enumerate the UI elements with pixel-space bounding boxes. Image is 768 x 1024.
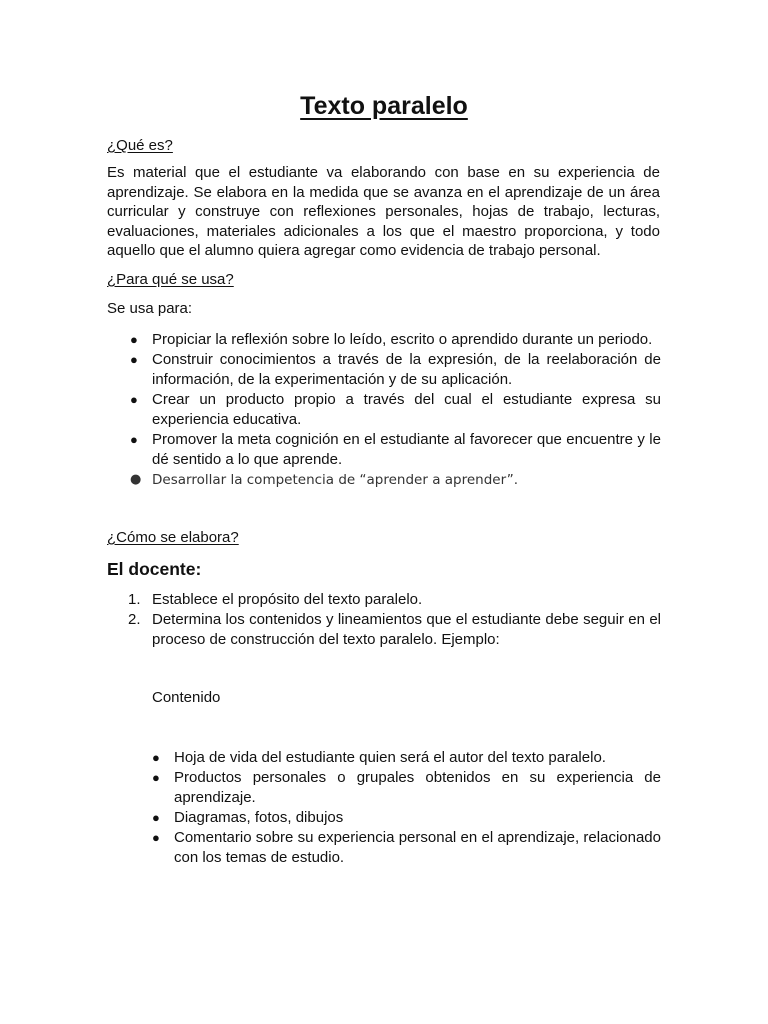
uses-intro: Se usa para: bbox=[107, 300, 193, 317]
list-item bbox=[128, 610, 661, 650]
uses-list bbox=[130, 330, 661, 490]
bullet-icon: ● bbox=[130, 472, 142, 487]
step-number: 2. bbox=[128, 611, 141, 628]
bullet-icon: ● bbox=[152, 770, 160, 785]
bullet-icon: ● bbox=[152, 830, 160, 845]
list-item-text: Promover la meta cognición en el estudiante al favorecer que encuentre y le dé sentido a lo que aprende. bbox=[152, 431, 661, 468]
content-label: Contenido bbox=[152, 689, 221, 706]
bullet-icon: ● bbox=[130, 432, 138, 447]
list-item bbox=[130, 430, 661, 470]
list-item bbox=[130, 390, 661, 430]
bullet-icon: ● bbox=[130, 352, 138, 367]
list-item-text: Crear un producto propio a través del cual el estudiante expresa su experiencia educativa. bbox=[152, 391, 661, 428]
subheading-docente: El docente: bbox=[107, 559, 202, 579]
paragraph-definition: Es material que el estudiante va elaborando con base en su experiencia de aprendizaje. Se elabora en la medida que se avanza en el aprendizaje de un área curricular y construye con reflexiones personales, hojas de trabajo, lecturas, evaluaciones, materiales adicionales a los que el maestro proporciona, y todo aquello que el alumno quiera agregar como evidencia de trabajo personal. bbox=[107, 164, 660, 259]
list-item-text: Hoja de vida del estudiante quien será el autor del texto paralelo. bbox=[174, 749, 606, 766]
heading-como-se-elabora: ¿Cómo se elabora? bbox=[107, 529, 239, 546]
list-item bbox=[152, 768, 661, 808]
steps-list bbox=[128, 590, 661, 650]
heading-que-es: ¿Qué es? bbox=[107, 137, 173, 154]
list-item-text: Desarrollar la competencia de “aprender a aprender”. bbox=[152, 472, 518, 488]
list-item-text: Construir conocimientos a través de la expresión, de la reelaboración de información, de la experimentación y de su aplicación. bbox=[152, 351, 661, 388]
list-item bbox=[152, 748, 661, 768]
content-list bbox=[152, 748, 661, 868]
bullet-icon: ● bbox=[130, 332, 138, 347]
step-number: 1. bbox=[128, 591, 141, 608]
list-item-text: Establece el propósito del texto paralelo. bbox=[152, 591, 423, 608]
heading-para-que-se-usa: ¿Para qué se usa? bbox=[107, 271, 234, 288]
list-item bbox=[130, 330, 661, 350]
bullet-icon: ● bbox=[152, 750, 160, 765]
bullet-icon: ● bbox=[152, 810, 160, 825]
list-item-text: Determina los contenidos y lineamientos que el estudiante debe seguir en el proceso de construcción del texto paralelo. Ejemplo: bbox=[152, 611, 661, 648]
list-item bbox=[152, 828, 661, 868]
document-title: Texto paralelo bbox=[300, 92, 468, 120]
list-item bbox=[130, 470, 661, 490]
list-item-text: Propiciar la reflexión sobre lo leído, escrito o aprendido durante un periodo. bbox=[152, 331, 653, 348]
list-item-text: Comentario sobre su experiencia personal en el aprendizaje, relacionado con los temas de estudio. bbox=[174, 829, 661, 866]
bullet-icon: ● bbox=[130, 392, 138, 407]
list-item bbox=[130, 350, 661, 390]
list-item bbox=[152, 808, 661, 828]
list-item-text: Diagramas, fotos, dibujos bbox=[174, 809, 344, 826]
list-item-text: Productos personales o grupales obtenidos en su experiencia de aprendizaje. bbox=[174, 769, 661, 806]
list-item bbox=[128, 590, 661, 610]
